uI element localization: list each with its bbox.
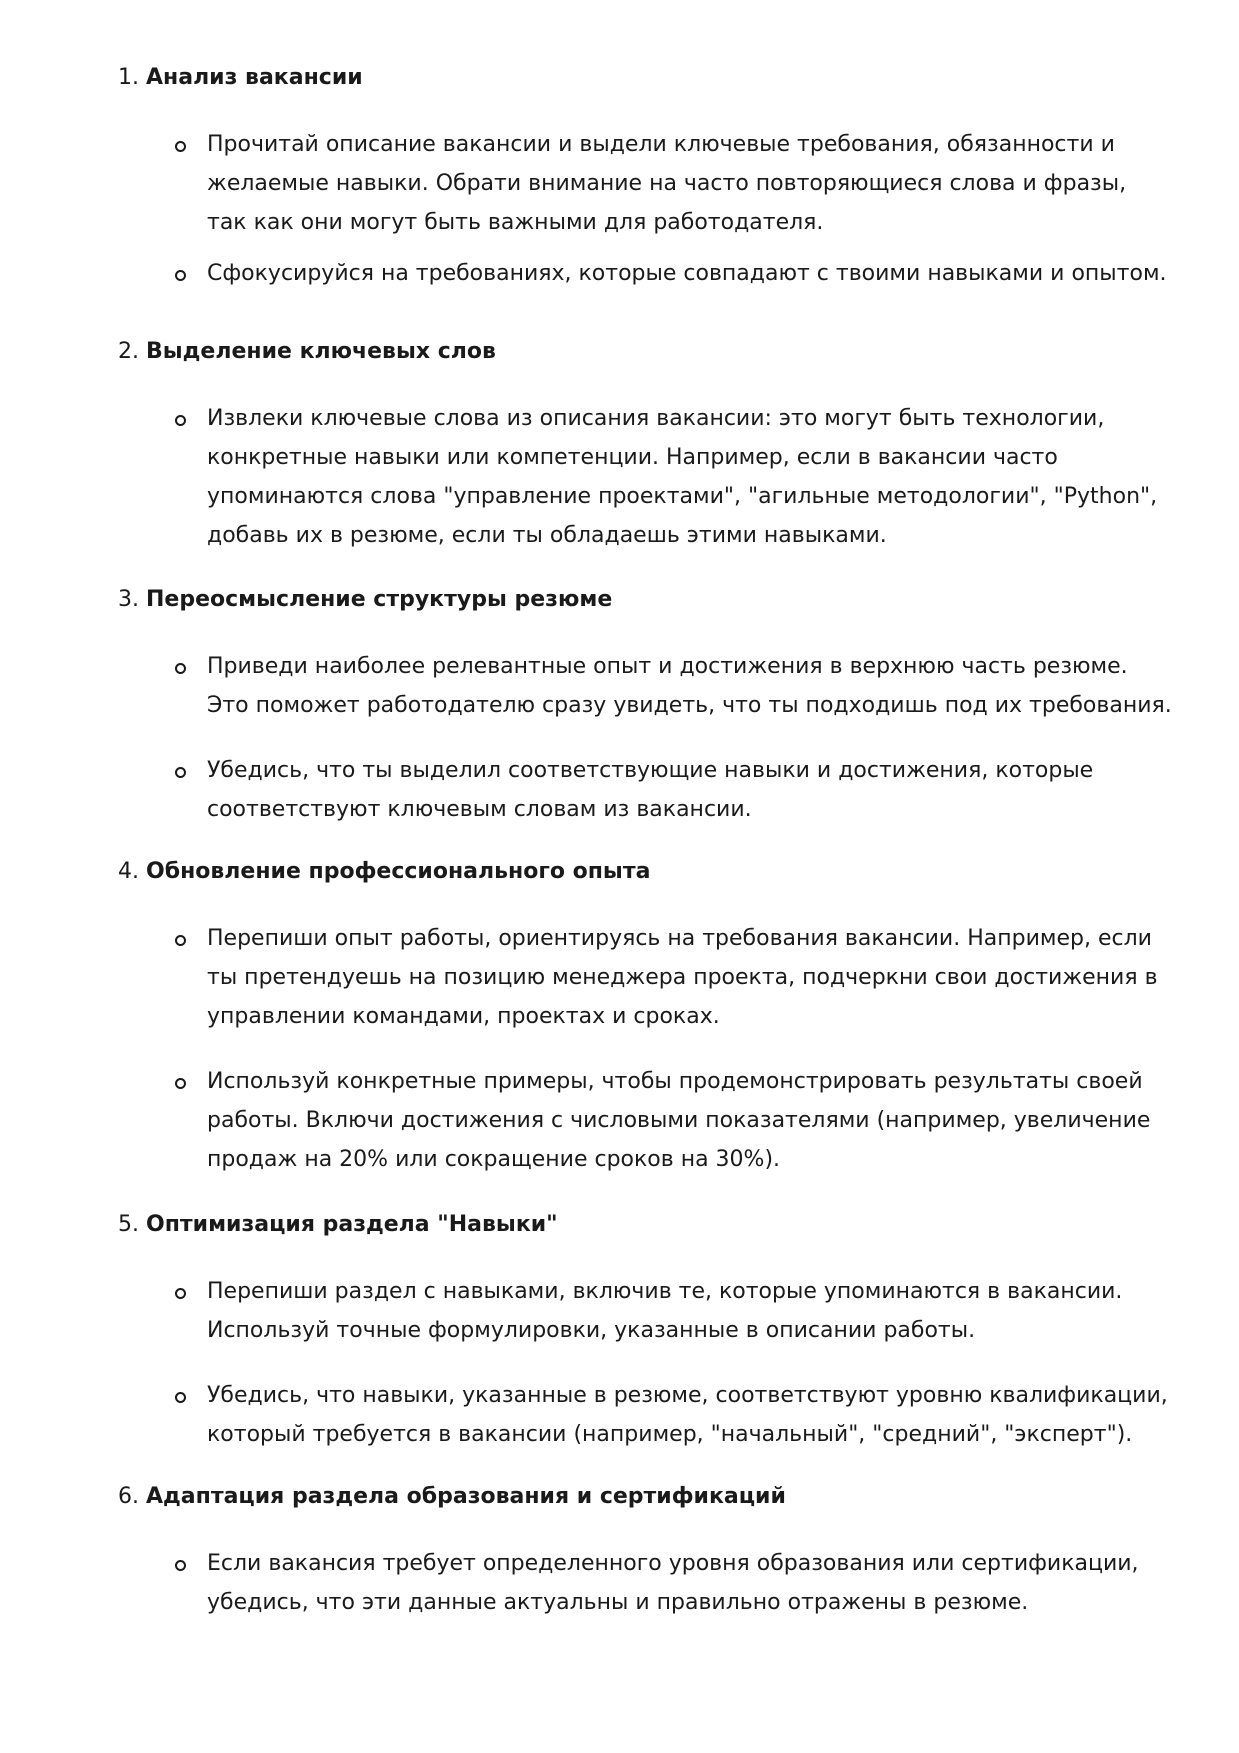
section-title: Анализ вакансии [146,65,363,90]
list-item [207,1544,1167,1622]
section-number: 1. [118,65,139,90]
list-item-line: Извлеки ключевые слова из описания вакансии: это могут быть технологии, [207,406,1105,431]
list-item-line: Используй точные формулировки, указанные в описании работы. [207,1318,976,1343]
list-item-line: конкретные навыки или компетенции. Например, если в вакансии часто [207,445,1058,470]
list-item [207,919,1167,1036]
section-number: 2. [118,339,139,364]
list-item [207,751,1167,829]
list-item [207,1272,1167,1350]
section-title: Обновление профессионального опыта [146,859,651,884]
list-item-line: добавь их в резюме, если ты обладаешь этими навыками. [207,523,887,548]
list-item-line: убедись, что эти данные актуальны и правильно отражены в резюме. [207,1590,1029,1615]
section-heading [118,338,496,366]
list-item-line: Перепиши опыт работы, ориентируясь на требования вакансии. Например, если [207,926,1152,951]
section-heading [118,64,363,92]
list-item-line: работы. Включи достижения с числовыми показателями (например, увеличение [207,1108,1151,1133]
list-item [207,254,1167,293]
section-title: Адаптация раздела образования и сертификаций [146,1484,786,1509]
list-item-line: Если вакансия требует определенного уровня образования или сертификации, [207,1551,1139,1576]
list-item [207,399,1167,555]
section-number: 5. [118,1212,139,1237]
section-title: Переосмысление структуры резюме [146,587,613,612]
list-item-line: желаемые навыки. Обрати внимание на часто повторяющиеся слова и фразы, [207,171,1127,196]
section-heading [118,586,612,614]
list-item-line: ты претендуешь на позицию менеджера проекта, подчеркни свои достижения в [207,965,1158,990]
list-item-line: соответствуют ключевым словам из вакансии. [207,797,752,822]
section-heading [118,1211,558,1239]
section-heading [118,1483,786,1511]
section-number: 6. [118,1484,139,1509]
list-item-line: управлении командами, проектах и сроках. [207,1004,720,1029]
list-item-line: Убедись, что ты выделил соответствующие навыки и достижения, которые [207,758,1094,783]
list-item-line: Это поможет работодателю сразу увидеть, что ты подходишь под их требования. [207,693,1172,718]
list-item-line: упоминаются слова "управление проектами", "агильные методологии", "Python", [207,484,1158,509]
list-item-line: Прочитай описание вакансии и выдели ключевые требования, обязанности и [207,132,1115,157]
section-number: 3. [118,587,139,612]
list-item-line: Убедись, что навыки, указанные в резюме, соответствуют уровню квалификации, [207,1383,1168,1408]
list-item [207,647,1172,725]
section-number: 4. [118,859,139,884]
section-title: Оптимизация раздела "Навыки" [146,1212,558,1237]
list-item [207,125,1167,242]
list-item-line: так как они могут быть важными для работодателя. [207,210,824,235]
list-item [207,1376,1167,1454]
list-item-line: Перепиши раздел с навыками, включив те, которые упоминаются в вакансии. [207,1279,1123,1304]
list-item-line: Приведи наиболее релевантные опыт и достижения в верхнюю часть резюме. [207,654,1128,679]
list-item [207,1062,1167,1179]
list-item-line: Используй конкретные примеры, чтобы продемонстрировать результаты своей [207,1069,1143,1094]
list-item-line: продаж на 20% или сокращение сроков на 30%). [207,1147,781,1172]
list-item-line: который требуется в вакансии (например, "начальный", "средний", "эксперт"). [207,1422,1133,1447]
section-heading [118,858,650,886]
section-title: Выделение ключевых слов [146,339,496,364]
list-item-line: Сфокусируйся на требованиях, которые совпадают с твоими навыками и опытом. [207,261,1167,286]
